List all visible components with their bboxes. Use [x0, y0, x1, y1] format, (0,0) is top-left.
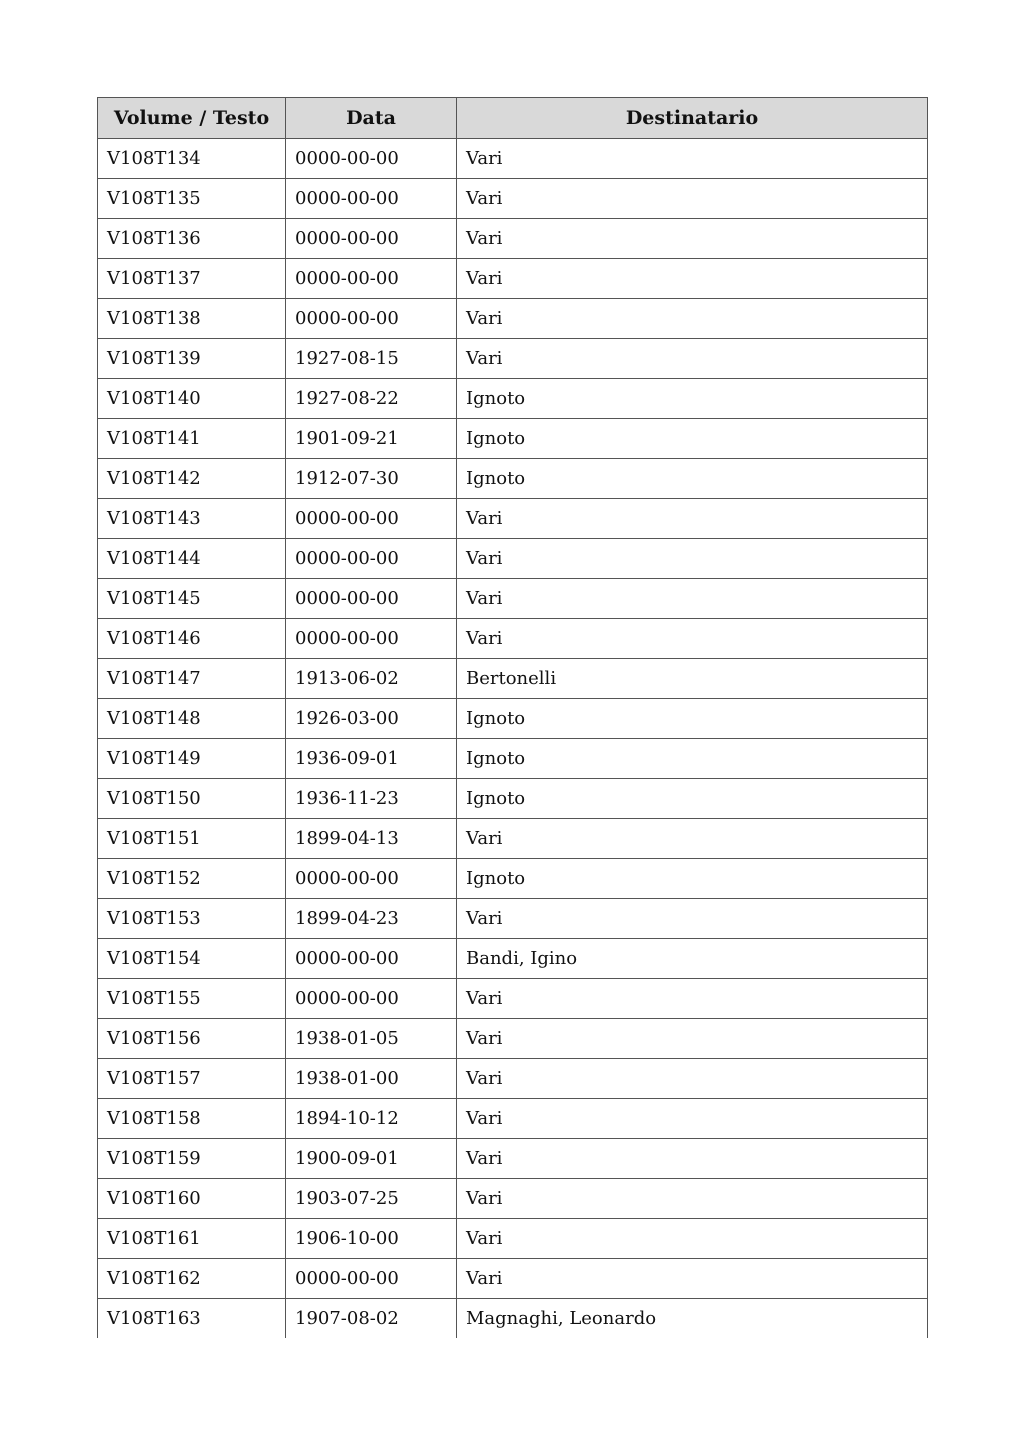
cell-data: 0000-00-00: [286, 179, 457, 219]
cell-destinatario: Vari: [457, 1059, 928, 1099]
cell-volume-testo: V108T161: [98, 1219, 286, 1259]
cell-volume-testo: V108T148: [98, 699, 286, 739]
cell-destinatario: Ignoto: [457, 379, 928, 419]
table-row: [98, 139, 928, 179]
cell-destinatario: Vari: [457, 179, 928, 219]
cell-destinatario: Vari: [457, 1099, 928, 1139]
cell-data: 1927-08-15: [286, 339, 457, 379]
cell-volume-testo: V108T147: [98, 659, 286, 699]
cell-data: 1913-06-02: [286, 659, 457, 699]
table-row: [98, 779, 928, 819]
cell-data: 0000-00-00: [286, 219, 457, 259]
cell-destinatario: Ignoto: [457, 739, 928, 779]
cell-destinatario: Ignoto: [457, 459, 928, 499]
table-row: [98, 299, 928, 339]
cell-data: 0000-00-00: [286, 579, 457, 619]
cell-data: 0000-00-00: [286, 859, 457, 899]
column-header-volume-testo: Volume / Testo: [98, 98, 286, 139]
table-header-row: [98, 98, 928, 139]
cell-data: 0000-00-00: [286, 299, 457, 339]
column-header-data: Data: [286, 98, 457, 139]
cell-destinatario: Vari: [457, 499, 928, 539]
cell-volume-testo: V108T145: [98, 579, 286, 619]
table-row: [98, 1139, 928, 1179]
cell-destinatario: Vari: [457, 259, 928, 299]
table-row: [98, 899, 928, 939]
table-row: [98, 459, 928, 499]
cell-destinatario: Vari: [457, 1219, 928, 1259]
records-table: [97, 97, 928, 1338]
cell-data: 1900-09-01: [286, 1139, 457, 1179]
table-row: [98, 579, 928, 619]
cell-destinatario: Vari: [457, 539, 928, 579]
cell-destinatario: Vari: [457, 1019, 928, 1059]
cell-volume-testo: V108T136: [98, 219, 286, 259]
cell-data: 1927-08-22: [286, 379, 457, 419]
table-row: [98, 379, 928, 419]
cell-volume-testo: V108T141: [98, 419, 286, 459]
cell-destinatario: Vari: [457, 819, 928, 859]
table-body: [98, 139, 928, 1339]
cell-destinatario: Vari: [457, 219, 928, 259]
cell-volume-testo: V108T151: [98, 819, 286, 859]
cell-volume-testo: V108T146: [98, 619, 286, 659]
cell-volume-testo: V108T140: [98, 379, 286, 419]
cell-destinatario: Bertonelli: [457, 659, 928, 699]
cell-volume-testo: V108T160: [98, 1179, 286, 1219]
table-row: [98, 1219, 928, 1259]
table-row: [98, 259, 928, 299]
cell-destinatario: Vari: [457, 1179, 928, 1219]
cell-volume-testo: V108T155: [98, 979, 286, 1019]
cell-destinatario: Vari: [457, 339, 928, 379]
cell-volume-testo: V108T154: [98, 939, 286, 979]
cell-data: 1906-10-00: [286, 1219, 457, 1259]
table-row: [98, 659, 928, 699]
cell-data: 1903-07-25: [286, 1179, 457, 1219]
table-row: [98, 859, 928, 899]
cell-destinatario: Magnaghi, Leonardo: [457, 1299, 928, 1339]
cell-volume-testo: V108T142: [98, 459, 286, 499]
table-row: [98, 939, 928, 979]
table-row: [98, 739, 928, 779]
cell-volume-testo: V108T157: [98, 1059, 286, 1099]
table-row: [98, 819, 928, 859]
cell-volume-testo: V108T162: [98, 1259, 286, 1299]
table-row: [98, 1299, 928, 1339]
cell-destinatario: Ignoto: [457, 699, 928, 739]
table-row: [98, 339, 928, 379]
cell-destinatario: Bandi, Igino: [457, 939, 928, 979]
cell-destinatario: Ignoto: [457, 859, 928, 899]
cell-data: 0000-00-00: [286, 979, 457, 1019]
cell-data: 1901-09-21: [286, 419, 457, 459]
table-row: [98, 539, 928, 579]
cell-data: 1936-11-23: [286, 779, 457, 819]
cell-data: 1936-09-01: [286, 739, 457, 779]
table-row: [98, 1019, 928, 1059]
cell-volume-testo: V108T158: [98, 1099, 286, 1139]
column-header-destinatario: Destinatario: [457, 98, 928, 139]
cell-data: 1907-08-02: [286, 1299, 457, 1339]
cell-data: 1938-01-05: [286, 1019, 457, 1059]
table-row: [98, 699, 928, 739]
cell-data: 0000-00-00: [286, 619, 457, 659]
cell-data: 1899-04-13: [286, 819, 457, 859]
cell-volume-testo: V108T143: [98, 499, 286, 539]
cell-volume-testo: V108T144: [98, 539, 286, 579]
cell-data: 0000-00-00: [286, 259, 457, 299]
table-row: [98, 179, 928, 219]
cell-volume-testo: V108T135: [98, 179, 286, 219]
cell-volume-testo: V108T149: [98, 739, 286, 779]
cell-destinatario: Vari: [457, 139, 928, 179]
cell-data: 0000-00-00: [286, 139, 457, 179]
cell-volume-testo: V108T153: [98, 899, 286, 939]
cell-volume-testo: V108T137: [98, 259, 286, 299]
table-row: [98, 1179, 928, 1219]
cell-destinatario: Vari: [457, 579, 928, 619]
cell-data: 1912-07-30: [286, 459, 457, 499]
table-row: [98, 419, 928, 459]
table-row: [98, 219, 928, 259]
table-row: [98, 979, 928, 1019]
cell-destinatario: Ignoto: [457, 779, 928, 819]
cell-destinatario: Vari: [457, 299, 928, 339]
cell-data: 1894-10-12: [286, 1099, 457, 1139]
cell-destinatario: Vari: [457, 1139, 928, 1179]
cell-destinatario: Vari: [457, 619, 928, 659]
cell-volume-testo: V108T138: [98, 299, 286, 339]
cell-volume-testo: V108T156: [98, 1019, 286, 1059]
cell-volume-testo: V108T150: [98, 779, 286, 819]
table-row: [98, 499, 928, 539]
table-row: [98, 1259, 928, 1299]
cell-destinatario: Vari: [457, 899, 928, 939]
cell-data: 0000-00-00: [286, 1259, 457, 1299]
cell-volume-testo: V108T134: [98, 139, 286, 179]
cell-data: 0000-00-00: [286, 499, 457, 539]
cell-data: 1938-01-00: [286, 1059, 457, 1099]
table-row: [98, 1099, 928, 1139]
cell-data: 1899-04-23: [286, 899, 457, 939]
cell-data: 1926-03-00: [286, 699, 457, 739]
cell-data: 0000-00-00: [286, 539, 457, 579]
cell-volume-testo: V108T152: [98, 859, 286, 899]
cell-volume-testo: V108T139: [98, 339, 286, 379]
table-row: [98, 1059, 928, 1099]
cell-destinatario: Ignoto: [457, 419, 928, 459]
table-row: [98, 619, 928, 659]
cell-destinatario: Vari: [457, 979, 928, 1019]
cell-volume-testo: V108T159: [98, 1139, 286, 1179]
cell-destinatario: Vari: [457, 1259, 928, 1299]
cell-volume-testo: V108T163: [98, 1299, 286, 1339]
cell-data: 0000-00-00: [286, 939, 457, 979]
